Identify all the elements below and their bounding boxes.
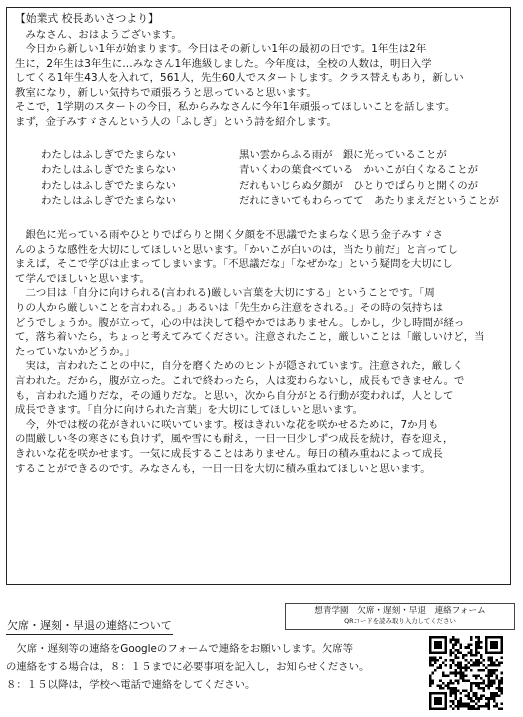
body-line: きれいな花を咲かせます。一気に成長することはありません。毎日の積み重ねによって成長 [15,447,443,460]
contact-text [6,640,418,694]
poem-refrain: わたしはふしぎでたまらない [41,164,177,177]
speech-box [6,7,511,585]
body-line: 今，外では桜の花がきれいに咲いています。桜はきれいな花を咲かせるために，7か月も [15,418,439,431]
body-line: て，落ち着いたら，ちょっと考えてみてください。注意されたこと，厳しいことは「厳しいけど，当 [15,331,485,344]
poem-line [41,163,504,179]
body-paragraph [15,228,504,476]
contact-line: の連絡をする場合は，８：１５までに必要事項を記入し，お知らせください。 [6,661,370,673]
form-label-box [285,603,515,630]
form-subtitle: QRコードを読み取り入力してください [344,617,456,625]
body-line: どうでしょうか。腹が立って，心の中は決して穏やかではありません。しかし，少し時間が経っ [15,316,465,329]
poem-line [41,148,504,164]
contact-line: ８：１５以降は，学校へ電話で連絡をしてください。 [6,679,256,691]
poem-verse: 青いくわの葉食べている かいこが白くなることが [239,164,478,177]
speech-title: 【始業式 校長あいさつより】 [15,12,159,25]
body-line: 言われた。だから，腹が立った。これで終わったら，人は変わらないし，成長もできません。で [15,374,465,387]
intro-line: そこで，1学期のスタートの今日，私からみなさんに今年1年頑張ってほしいことを話します。 [15,101,456,114]
intro-paragraph [15,28,504,130]
body-line: りの人から厳しいことを言われる。」あるいは「先生から注意をされる。」その時の気持ちは [15,302,444,314]
body-line: まえば，そこで学びは止まってしまいます。「不思議だな」「なぜかな」という疑問を大切にし [15,258,453,271]
poem-verse: だれもいじらぬ夕顔が ひとりでぱらりと開くのが [239,179,478,192]
contact-heading: 欠席・遅刻・早退の連絡について [6,619,173,635]
poem-refrain: わたしはふしぎでたまらない [41,195,177,208]
intro-line: してくる1年生43人を入れて，561人，先生60人でスタートします。クラス替えもあり，新しい [15,72,464,85]
body-line: て学んでほしいと思います。 [15,272,150,285]
poem-refrain: わたしはふしぎでたまらない [41,148,177,161]
poem-line [41,194,504,210]
body-line: 二つ目は「自分に向けられる(言われる)厳しい言葉を大切にする」ということです。「周 [15,287,435,300]
contact-line: 欠席・遅刻等の連絡をGoogleのフォームで連絡をお願いします。欠席等 [6,643,354,655]
body-line: することができるのです。みなさんも，一日一日を大切に積み重ねてほしいと思います。 [15,462,431,475]
poem-verse: 黒い雲からふる雨が 銀に光っていることが [239,148,447,161]
intro-line: みなさん、おはようございます。 [15,28,182,41]
intro-line: まず，金子みすゞさんという人の「ふしぎ」という詩を紹介します。 [15,116,337,129]
intro-line: 教室になり，新しい気持ちで頑張ろうと思っていると思います。 [15,86,317,99]
poem-block [41,148,504,210]
poem-refrain: わたしはふしぎでたまらない [41,179,177,192]
body-line: も，言われた通りだな，その通りだな。と思い，次から自分がとる行動が変われば，人として [15,389,454,402]
body-line: の間厳しい冬の寒さにも負けず，風や雪にも耐え，一日一日少しずつ成長を続け，春を迎え， [15,433,454,446]
body-line: 実は，言われたことの中に，自分を磨くためのヒントが隠されています。注意された，厳しく [15,360,464,373]
body-line: 銀色に光っている雨やひとりでぱらりと開く夕顔を不思議でたまらなく思う金子みすゞさ [15,229,444,242]
body-line: んのような感性を大切にしてほしいと思います。「かいこが白いのは，当たり前だ」と言ってし [15,243,458,256]
body-line: 成長できます。「自分に向けられた言葉」を大切にしてほしいと思います。 [15,404,364,417]
intro-line: 今日から新しい1年が始まります。今日はその新しい1年の最初の日です。1年生は2年 [15,43,427,56]
poem-line [41,179,504,195]
body-line: たっていないかどうか。」 [15,345,136,358]
poem-verse: だれにきいてもわらってて あたりまえだということが [239,195,499,208]
intro-line: 生に，2年生は3年生に…みなさん1年進級しました。今年度は，全校の人数は，明日入学 [15,57,432,70]
form-title: 想青学園 欠席・遅刻・早退 連絡フォーム [314,606,486,616]
qr-code-icon[interactable] [429,636,503,710]
